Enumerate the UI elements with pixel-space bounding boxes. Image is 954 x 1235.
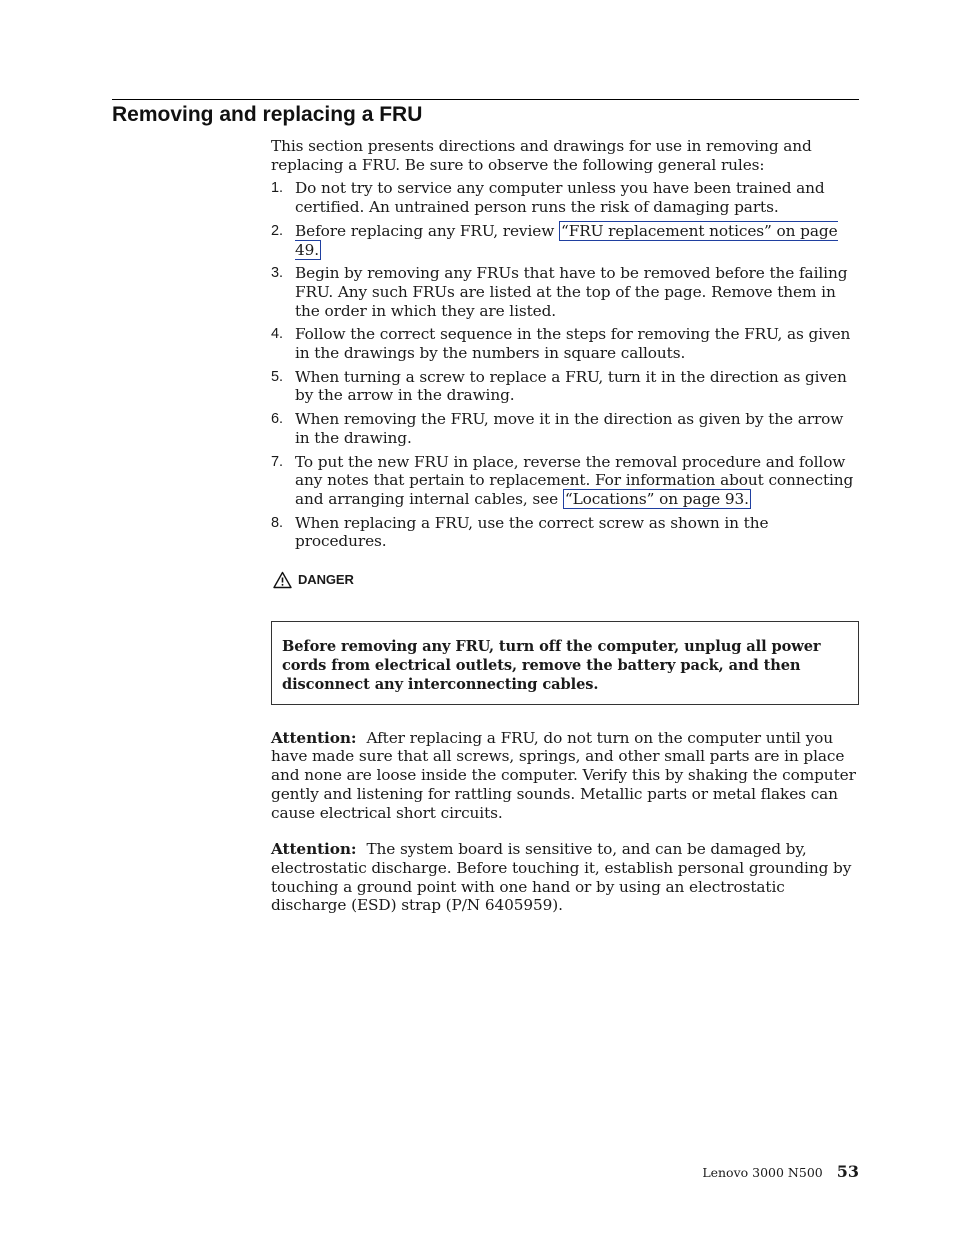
section-body xyxy=(271,137,861,915)
attention-label: Attention: xyxy=(271,728,357,747)
list-item xyxy=(271,325,861,362)
list-number: 4. xyxy=(271,326,283,343)
list-text xyxy=(295,222,861,259)
danger-label: DANGER xyxy=(298,572,354,588)
list-text: When replacing a FRU, use the correct screw as shown in the procedures. xyxy=(295,513,769,551)
list-text-segment: To put the new FRU in place, reverse the removal procedure and follow any notes that pertain to replacement. For information about connecting and arranging internal cables, see xyxy=(295,452,854,508)
book-title: Lenovo 3000 N500 xyxy=(702,1165,823,1180)
list-number: 2. xyxy=(271,222,283,239)
attention-text: After replacing a FRU, do not turn on the computer until you have made sure that all screws, springs, and other small parts are in place and none are loose inside the computer. Verify this by shaking the computer gently and listening for rattling sounds. Metallic parts or metal flakes can cause electrical short circuits. xyxy=(271,728,856,822)
list-item xyxy=(271,514,861,551)
warning-triangle-icon xyxy=(273,571,292,589)
list-number: 3. xyxy=(271,265,283,282)
rules-list xyxy=(271,179,861,551)
list-text: Follow the correct sequence in the steps for removing the FRU, as given in the drawings by the numbers in square callouts. xyxy=(295,325,851,363)
list-item xyxy=(271,368,861,405)
attention-text: The system board is sensitive to, and can be damaged by, electrostatic discharge. Before touching it, establish personal grounding by touching a ground point with one hand or by using an electrostatic discharge (ESD) strap (P/N 6405959). xyxy=(271,840,852,915)
list-item xyxy=(271,410,861,447)
list-item xyxy=(271,179,861,216)
list-item xyxy=(271,453,861,509)
attention-paragraph xyxy=(271,729,861,823)
page-footer xyxy=(702,1162,859,1181)
list-number: 5. xyxy=(271,368,283,385)
list-number: 1. xyxy=(271,180,283,197)
fru-notices-link[interactable]: “FRU replacement notices” on page 49. xyxy=(295,221,838,259)
list-text: When removing the FRU, move it in the direction as given by the arrow in the drawing. xyxy=(295,410,844,447)
danger-heading xyxy=(273,571,861,590)
list-item xyxy=(271,222,861,259)
list-text-segment: Before replacing any FRU, review xyxy=(295,221,559,240)
list-number: 7. xyxy=(271,453,283,470)
danger-notice-box: Before removing any FRU, turn off the computer, unplug all power cords from electrical outlets, remove the battery pack, and then disconnect any interconnecting cables. xyxy=(271,621,859,705)
attention-label: Attention: xyxy=(271,840,357,859)
section-rule xyxy=(112,99,859,100)
intro-paragraph: This section presents directions and drawings for use in removing and replacing a FRU. Be sure to observe the following general rules: xyxy=(271,137,812,174)
list-text: When turning a screw to replace a FRU, turn it in the direction as given by the arrow in the drawing. xyxy=(295,367,847,405)
attention-paragraph xyxy=(271,840,861,915)
list-number: 8. xyxy=(271,514,283,531)
locations-link[interactable]: “Locations” on page 93. xyxy=(564,489,749,508)
list-text xyxy=(295,453,861,509)
list-text: Do not try to service any computer unless you have been trained and certified. An untrained person runs the risk of damaging parts. xyxy=(295,179,825,217)
list-item xyxy=(271,264,861,320)
list-text: Begin by removing any FRUs that have to be removed before the failing FRU. Any such FRUs are listed at the top of the page. Remove them in the order in which they are listed. xyxy=(295,264,848,320)
section-title: Removing and replacing a FRU xyxy=(112,103,423,126)
page-number: 53 xyxy=(836,1162,859,1181)
list-number: 6. xyxy=(271,411,283,428)
